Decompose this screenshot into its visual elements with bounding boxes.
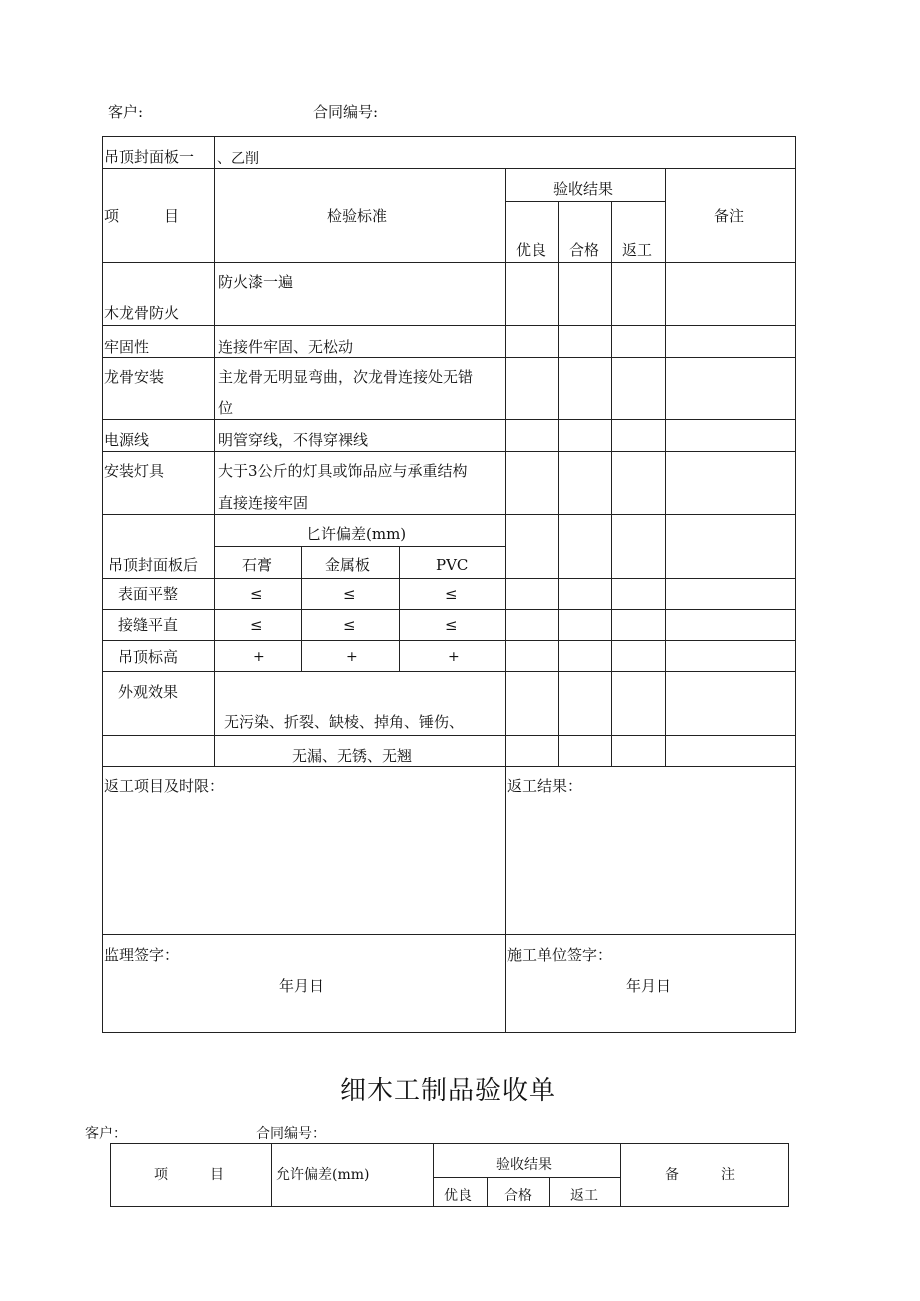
col-remark-header: 备注 [714,207,745,225]
tol-value: + [448,649,460,665]
contractor-signature-label: 施工单位签字： [507,946,613,964]
supervisor-signature-label: 监理签字： [104,946,180,964]
row-standard-line2: 位 [218,399,234,417]
tol-value: ≤ [250,616,263,634]
section-title-suffix: 、乙削 [217,151,259,167]
date-left: 年月日 [279,977,325,995]
row-item: 电源线 [104,431,150,449]
row-standard: 连接件牢固、无松动 [218,338,354,356]
row-item: 牢固性 [104,338,150,356]
col-remark-header-2: 备 注 [665,1167,735,1183]
tolerance-header: 匕许偏差(mm) [306,525,407,543]
contract-number-label-2: 合同编号： [256,1126,326,1142]
client-label-2: 客户： [85,1126,127,1142]
tol-value: ≤ [343,585,356,603]
col-tolerance-header-2: 允许偏差(mm) [276,1167,370,1183]
col-rework-header: 返工 [622,241,653,259]
date-right: 年月日 [626,977,672,995]
tol-value: + [346,649,358,665]
row-item: 木龙骨防火 [104,304,180,322]
contract-number-label: 合同编号: [313,103,379,121]
tol-value: ≤ [445,585,458,603]
col-standard-header: 检验标准 [327,207,388,225]
row-item: 龙骨安装 [104,368,165,386]
form-title: 细木工制品验收单 [340,1076,557,1106]
col-item-header: 项 目 [104,207,180,225]
col-result-header: 验收结果 [553,180,614,198]
tol-value: + [253,649,265,665]
col-pass-header-2: 合格 [504,1188,532,1204]
row-standard: 明管穿线，不得穿裸线 [218,431,369,449]
tol-row-item: 吊顶标高 [118,648,179,666]
tol-value: ≤ [445,616,458,634]
row-standard: 防火漆一遍 [218,273,294,291]
tol-row-item: 接缝平直 [118,616,179,634]
col-item-header-2: 项 目 [154,1167,224,1183]
material-pvc: PVC [436,556,469,574]
panel-section-label: 吊顶封面板后 [108,556,199,574]
section-title: 吊顶封面板一 [104,148,195,166]
col-excellent-header-2: 优良 [444,1188,472,1204]
col-result-header-2: 验收结果 [496,1157,552,1173]
row-item: 安装灯具 [104,462,165,480]
material-gypsum: 石膏 [242,556,273,574]
tol-row-item: 表面平整 [118,585,179,603]
row-standard-line1: 大于3公斤的灯具或饰品应与承重结构 [218,462,468,480]
tol-value: ≤ [250,585,263,603]
row-standard-line2: 直接连接牢固 [218,494,309,512]
row-standard-line1: 主龙骨无明显弯曲，次龙骨连接处无错 [218,368,474,386]
appearance-line2: 无漏、无锈、无翘 [292,747,413,765]
rework-items-label: 返工项目及时限： [104,777,225,795]
col-excellent-header: 优良 [516,241,547,259]
appearance-item: 外观效果 [118,683,179,701]
col-rework-header-2: 返工 [570,1188,598,1204]
material-metal: 金属板 [325,556,371,574]
appearance-line1: 无污染、折裂、缺棱、掉角、锤伤、 [224,713,465,731]
client-label: 客户: [108,103,144,121]
rework-result-label: 返工结果： [507,777,583,795]
tol-value: ≤ [343,616,356,634]
col-pass-header: 合格 [569,241,600,259]
